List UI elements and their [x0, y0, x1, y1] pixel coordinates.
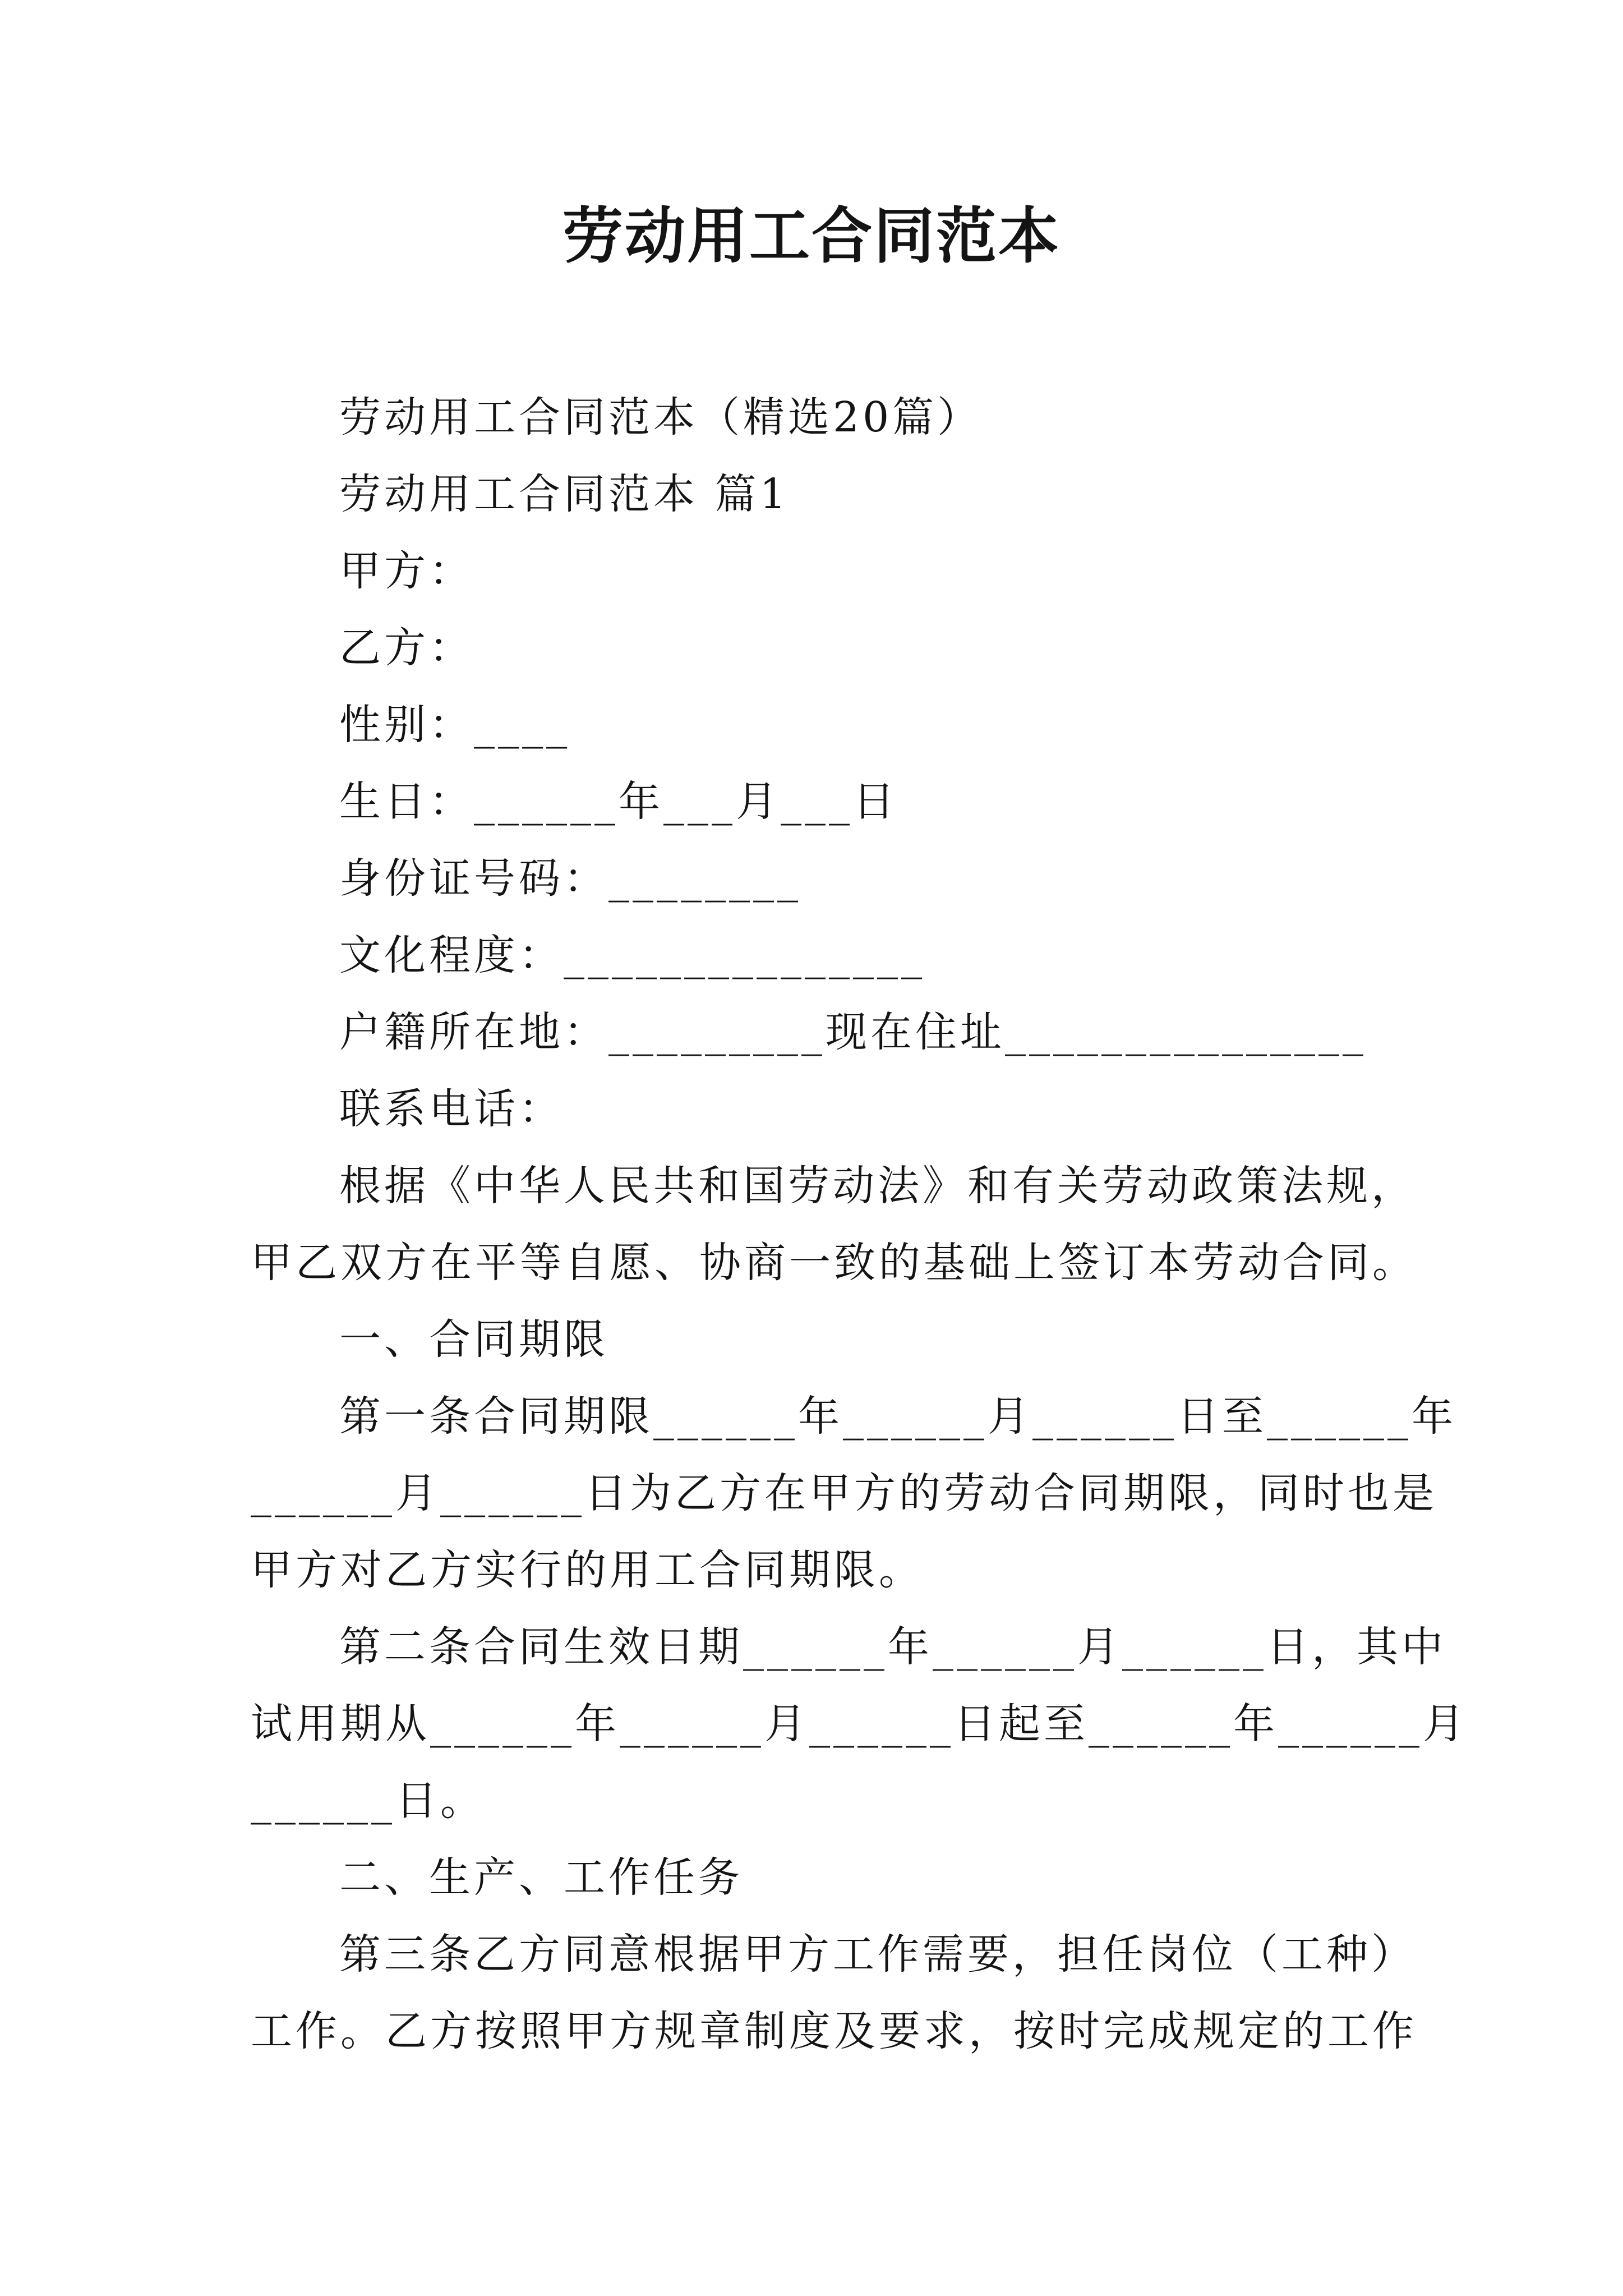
- field-education: 文化程度：_______________: [339, 931, 925, 979]
- section-heading-contract-term: 一、合同期限: [339, 1315, 608, 1364]
- clause-2-line: ______日。: [251, 1777, 485, 1825]
- clause-3-line: 第三条乙方同意根据甲方工作需要，担任岗位（工种）: [339, 1930, 1416, 1978]
- field-gender: 性别：____: [339, 701, 570, 749]
- clause-1-line: 第一条合同期限______年______月______日至______年: [339, 1392, 1456, 1441]
- document-subtitle: 劳动用工合同范本（精选20篇）: [339, 393, 983, 441]
- clause-2-line: 第二条合同生效日期______年______月______日，其中: [339, 1623, 1446, 1671]
- preamble-line: 甲乙双方在平等自愿、协商一致的基础上签订本劳动合同。: [251, 1239, 1417, 1287]
- preamble-line: 根据《中华人民共和国劳动法》和有关劳动政策法规，: [339, 1162, 1416, 1210]
- section-heading-work-tasks: 二、生产、工作任务: [339, 1853, 743, 1902]
- field-party-b: 乙方：: [339, 624, 474, 672]
- document-title: 劳动用工合同范本: [562, 201, 1061, 272]
- clause-1-line: ______月______日为乙方在甲方的劳动合同期限，同时也是: [251, 1469, 1437, 1517]
- document-body: [251, 379, 1468, 2070]
- field-residence-address: 户籍所在地：_________现在住址_______________: [339, 1008, 1367, 1056]
- clause-3-line: 工作。乙方按照甲方规章制度及要求，按时完成规定的工作: [251, 2007, 1417, 2055]
- field-party-a: 甲方：: [339, 547, 474, 595]
- clause-2-line: 试用期从______年______月______日起至______年______月: [251, 1700, 1468, 1748]
- field-birthday: 生日：______年___月___日: [339, 777, 898, 826]
- article-heading: 劳动用工合同范本 篇1: [339, 470, 790, 518]
- field-phone: 联系电话：: [339, 1085, 564, 1133]
- field-id-number: 身份证号码：________: [339, 854, 801, 903]
- clause-1-line: 甲方对乙方实行的用工合同期限。: [251, 1546, 924, 1594]
